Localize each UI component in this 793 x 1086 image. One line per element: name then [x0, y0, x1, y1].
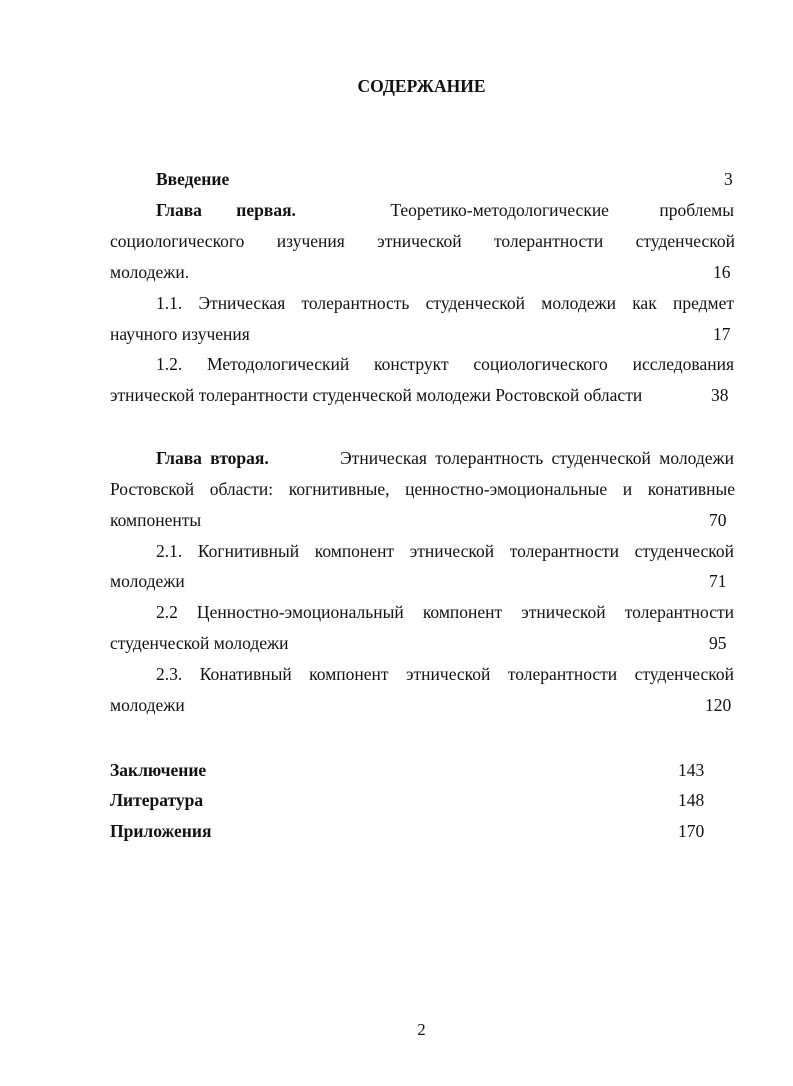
toc-intro-page: 3: [724, 169, 733, 189]
toc-section-2-3-line-1: 2.3. Конативный компонент этнической толерантности студенческой: [156, 664, 734, 684]
toc-conclusion-page: 143: [678, 760, 705, 780]
toc-chapter-1-line-1: [156, 199, 734, 221]
toc-section-2-3-page: 120: [705, 695, 732, 715]
toc-section-1-2-line-2: этнической толерантности студенческой молодежи Ростовской области: [110, 385, 643, 405]
toc-appendices-label: Приложения: [110, 821, 212, 841]
toc-section-1-1-line-1: 1.1. Этническая толерантность студенческой молодежи как предмет: [156, 293, 734, 313]
toc-section-1-1-line-2: научного изучения: [110, 324, 250, 344]
toc-chapter-2-line-2: Ростовской области: когнитивные, ценностно-эмоциональные и конативные: [110, 479, 735, 499]
toc-chapter-1-label: Глава первая.: [156, 200, 296, 220]
toc-chapter-2-label: Глава вторая.: [156, 448, 269, 468]
page-number: 2: [417, 1020, 426, 1039]
toc-intro-label: Введение: [156, 169, 230, 189]
toc-chapter-1-line-3: молодежи.: [110, 262, 190, 282]
toc-literature-label: Литература: [110, 790, 204, 810]
toc-chapter-1-page: 16: [713, 262, 731, 282]
toc-chapter-1-line-2: социологического изучения этнической толерантности студенческой: [110, 231, 735, 251]
toc-chapter-2-title-start: Этническая толерантность студенческой молодежи: [340, 448, 734, 468]
toc-chapter-1-title-start: Теоретико-методологические проблемы: [390, 200, 734, 220]
toc-conclusion-label: Заключение: [110, 760, 207, 780]
toc-section-2-2-page: 95: [709, 633, 727, 653]
toc-section-2-1-line-2: молодежи: [110, 571, 185, 591]
toc-section-2-3-line-2: молодежи: [110, 695, 185, 715]
toc-literature-page: 148: [678, 790, 705, 810]
toc-section-1-2-line-1: 1.2. Методологический конструкт социологического исследования: [156, 354, 734, 374]
toc-section-2-1-line-1: 2.1. Когнитивный компонент этнической толерантности студенческой: [156, 541, 734, 561]
toc-chapter-2-line-1: [156, 447, 734, 469]
toc-section-1-2-page: 38: [711, 385, 729, 405]
toc-section-2-2-line-1: 2.2 Ценностно-эмоциональный компонент этнической толерантности: [156, 602, 734, 622]
toc-appendices-page: 170: [678, 821, 705, 841]
toc-section-2-1-page: 71: [709, 571, 727, 591]
toc-chapter-2-page: 70: [709, 510, 727, 530]
page-title: СОДЕРЖАНИЕ: [357, 76, 486, 96]
toc-chapter-2-line-3: компоненты: [110, 510, 202, 530]
toc-section-1-1-page: 17: [713, 324, 731, 344]
toc-section-2-2-line-2: студенческой молодежи: [110, 633, 289, 653]
